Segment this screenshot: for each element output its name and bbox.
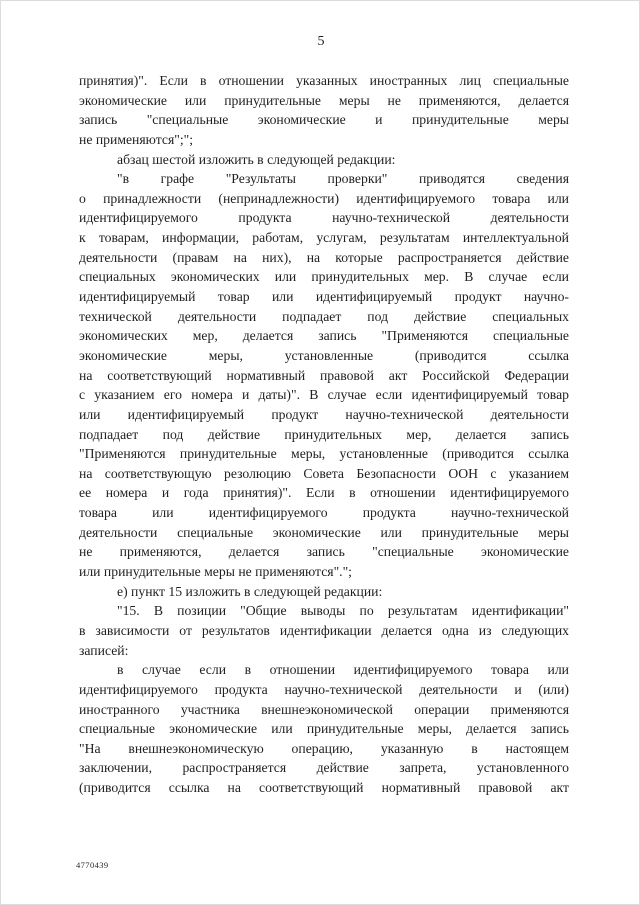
text-line: специальные экономические или принудительные меры, делается запись xyxy=(79,721,569,737)
text-line: идентифицируемый товар или идентифицируемый продукт научно- xyxy=(79,289,569,305)
text-line: специальных экономических или принудительных мер. В случае если xyxy=(79,269,569,285)
text-line: в случае если в отношении идентифицируемого товара или xyxy=(117,662,569,678)
text-line: или идентифицируемый продукт научно-технической деятельности xyxy=(79,406,569,422)
text-line: записей: xyxy=(79,642,129,658)
text-line: в зависимости от результатов идентификации делается одна из следующих xyxy=(79,622,569,638)
text-line: экономические или принудительные меры не применяются, делается xyxy=(79,92,569,108)
text-line: экономических мер, делается запись "Применяются специальные xyxy=(79,328,569,344)
text-line: на соответствующую резолюцию Совета Безопасности ООН с указанием xyxy=(79,465,569,481)
text-line: не применяются, делается запись "специальные экономические xyxy=(79,544,569,560)
text-line: е) пункт 15 изложить в следующей редакции: xyxy=(117,583,383,599)
text-line: идентифицируемого продукта научно-технической деятельности и (или) xyxy=(79,681,569,697)
text-line: абзац шестой изложить в следующей редакции: xyxy=(117,151,396,167)
text-line: с указанием его номера и даты)". В случае если идентифицируемый товар xyxy=(79,387,569,403)
page-number: 5 xyxy=(317,34,325,49)
text-line: не применяются";"; xyxy=(79,131,194,147)
text-line: "Применяются принудительные меры, установленные (приводится ссылка xyxy=(79,446,569,462)
text-line: иностранного участника внешнеэкономической операции применяются xyxy=(79,701,569,717)
text-line: принятия)". Если в отношении указанных иностранных лиц специальные xyxy=(79,73,569,88)
text-line: запись "специальные экономические и принудительные меры xyxy=(79,112,569,128)
text-line: к товарам, информации, работам, услугам, результатам интеллектуальной xyxy=(79,230,569,246)
text-line: подпадает под действие принудительных мер, делается запись xyxy=(79,426,569,442)
text-line: "в графе "Результаты проверки" приводятся сведения xyxy=(117,171,569,187)
text-line: на соответствующий нормативный правовой акт Российской Федерации xyxy=(79,367,569,383)
document-body xyxy=(79,71,569,798)
text-line: деятельности специальные экономические или принудительные меры xyxy=(79,524,569,540)
text-line: "На внешнеэкономическую операцию, указанную в настоящем xyxy=(79,740,569,756)
text-line: товара или идентифицируемого продукта научно-технической xyxy=(79,505,569,521)
text-line: или принудительные меры не применяются"."; xyxy=(79,564,352,580)
document-footer-code: 4770439 xyxy=(76,860,109,870)
text-line: (приводится ссылка на соответствующий нормативный правовой акт xyxy=(79,780,569,796)
text-line: технической деятельности подпадает под действие специальных xyxy=(79,308,569,324)
text-line: деятельности (правам на них), на которые распространяется действие xyxy=(79,249,569,265)
text-line: экономические меры, установленные (приводится ссылка xyxy=(79,347,569,363)
text-line: идентифицируемого продукта научно-технической деятельности xyxy=(79,210,569,226)
text-line: заключении, распространяется действие запрета, установленного xyxy=(79,760,569,776)
text-line: о принадлежности (непринадлежности) идентифицируемого товара или xyxy=(79,190,569,206)
text-line: "15. В позиции "Общие выводы по результатам идентификации" xyxy=(117,603,569,619)
text-line: ее номера и года принятия)". Если в отношении идентифицируемого xyxy=(79,485,569,501)
